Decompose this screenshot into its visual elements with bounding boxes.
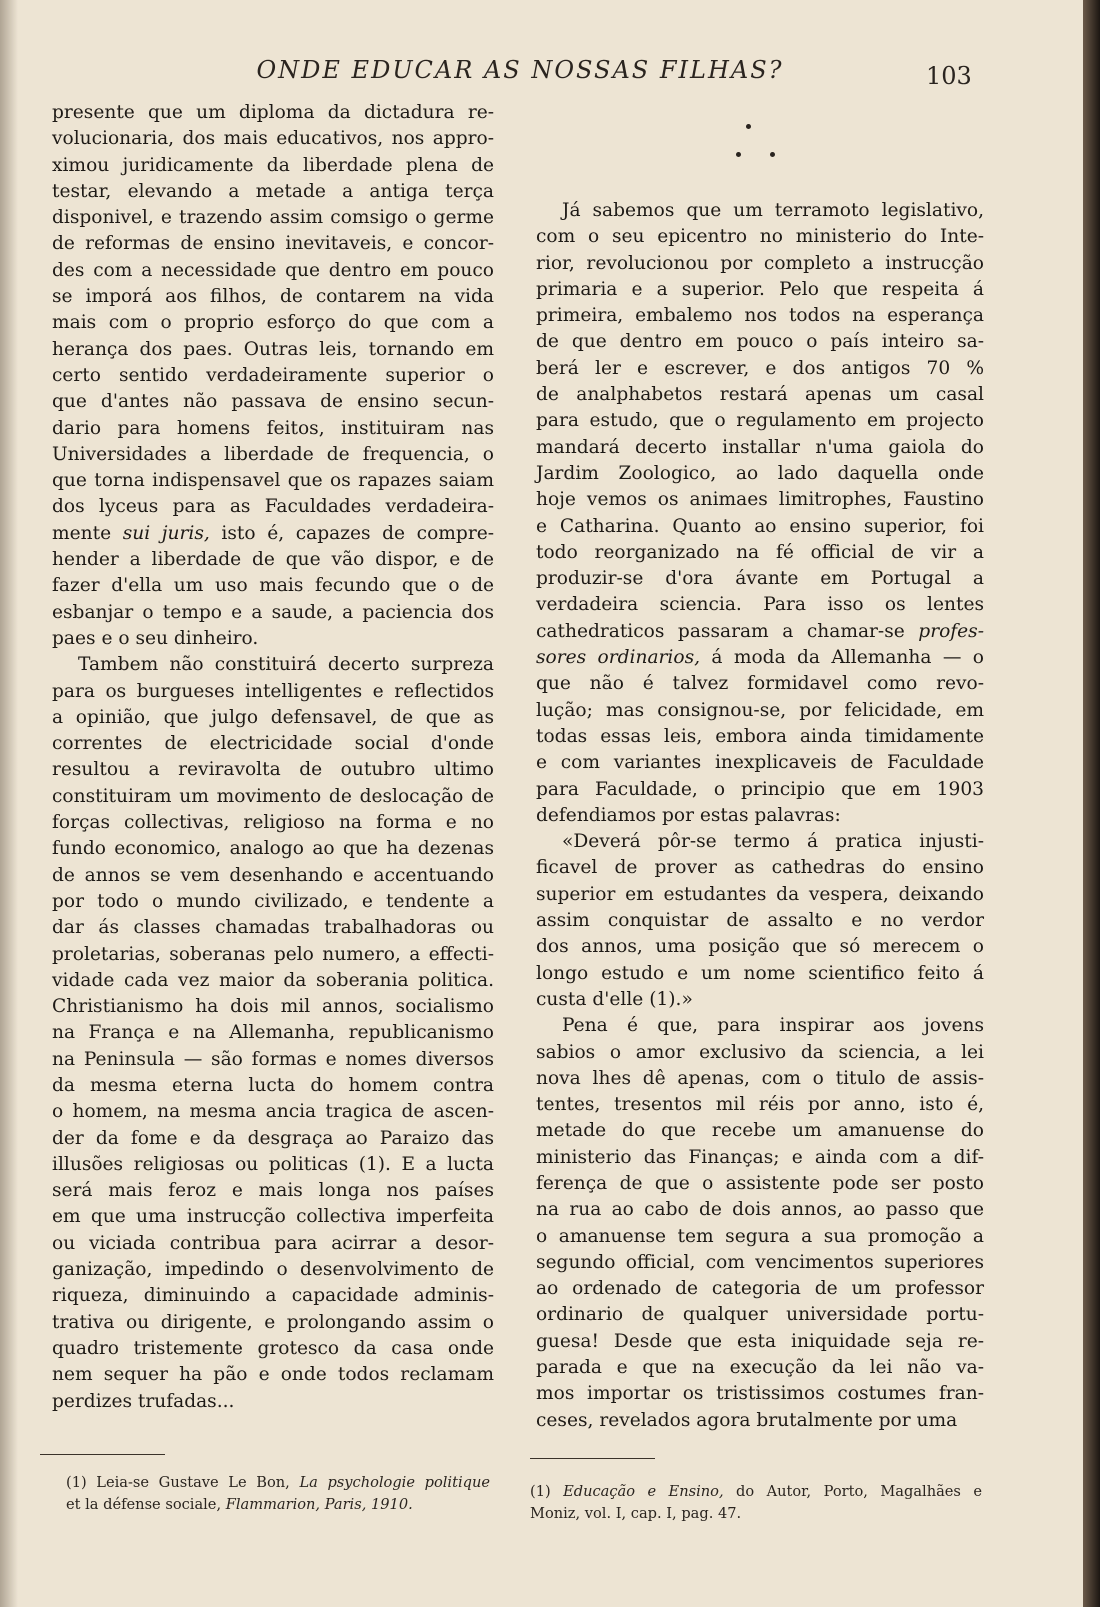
italic-text: sui juris, (122, 522, 210, 544)
text-run: será mais feroz e mais longa nos países (52, 1180, 494, 1202)
text-run: presente que um diploma da dictadura re- (52, 102, 494, 123)
text-line (52, 915, 494, 941)
text-line (536, 1197, 984, 1223)
text-run: do Autor, Porto, Magalhães e (723, 1483, 982, 1500)
text-line (52, 968, 494, 994)
text-run: mos importar os tristissimos costumes fran- (536, 1383, 984, 1405)
text-run: dos annos, uma posição que só merecem o (536, 936, 984, 958)
text-line (536, 1250, 984, 1276)
text-run: resultou a reviravolta de outubro ultimo (52, 759, 494, 781)
text-line (536, 1040, 984, 1066)
text-line (52, 126, 494, 152)
text-line (536, 356, 984, 382)
text-line (52, 942, 494, 968)
text-run: da mesma eterna lucta do homem contra (52, 1074, 494, 1096)
text-run: primeira, embalemo nos todos na esperança (536, 305, 984, 327)
asterism-star (736, 152, 741, 157)
text-run: proletarias, soberanas pelo numero, a effecti- (52, 943, 494, 965)
text-run: todas essas leis, embora ainda timidamente (536, 725, 984, 747)
text-run: sabios o amor exclusivo da sciencia, a lei (536, 1041, 984, 1063)
running-title: ONDE EDUCAR AS NOSSAS FILHAS? (256, 56, 784, 84)
text-line (536, 777, 984, 803)
text-run: hoje vemos os animaes limitrophes, Faustino (536, 489, 984, 511)
text-run: Pena é que, para inspirar aos jovens (562, 1015, 984, 1037)
text-line (52, 757, 494, 783)
paragraph (536, 198, 984, 829)
text-line (52, 836, 494, 862)
paragraph (536, 1013, 984, 1434)
text-run: trativa ou dirigente, e prolongando assim o (52, 1311, 494, 1333)
footnote-left (66, 1472, 490, 1516)
text-run: segundo official, com vencimentos superiores (536, 1251, 984, 1273)
text-run: tentes, tresentos mil réis por anno, isto é, (536, 1094, 984, 1116)
text-run: na Peninsula — são formas e nomes diversos (52, 1048, 494, 1070)
text-run: longo estudo e um nome scientifico feito á (536, 962, 984, 984)
text-run: na França e na Allemanha, republicanismo (52, 1022, 494, 1044)
text-line (52, 994, 494, 1020)
text-run: vidade cada vez maior da soberania politica. (52, 969, 494, 991)
text-run: custa d'elle (1).» (536, 988, 693, 1010)
text-line (536, 1302, 984, 1328)
asterism-star (746, 124, 751, 129)
text-run: á moda da Allemanha — o (700, 647, 984, 669)
text-run: e Catharina. Quanto ao ensino superior, foi (536, 515, 984, 537)
text-run: Tambem não constituirá decerto surpreza (78, 654, 494, 676)
text-run: paes e o seu dinheiro. (52, 627, 259, 649)
text-run: constituiram um movimento de deslocação de (52, 785, 494, 807)
text-line (52, 521, 494, 547)
text-line (536, 1066, 984, 1092)
text-line (536, 698, 984, 724)
text-run: de que dentro em pouco o país inteiro sa- (536, 331, 984, 353)
text-run: assim conquistar de assalto e no verdor (536, 910, 984, 932)
text-run: nem sequer ha pão e onde todos reclamam (52, 1364, 494, 1386)
text-line (52, 731, 494, 757)
text-line (536, 487, 984, 513)
text-run: correntes de electricidade social d'onde (52, 733, 494, 755)
text-line (52, 337, 494, 363)
text-line (536, 882, 984, 908)
text-run: cathedraticos passaram a chamar-se (536, 620, 919, 642)
text-run: fundo economico, analogo ao que ha dezenas (52, 838, 494, 860)
italic-text: sores ordinarios, (536, 647, 701, 669)
text-line (536, 724, 984, 750)
text-line (52, 284, 494, 310)
footnote-line (66, 1494, 490, 1516)
text-line (536, 1171, 984, 1197)
text-line (536, 566, 984, 592)
text-run: metade do que recebe um amanuense do (536, 1120, 984, 1142)
text-run: de reformas de ensino inevitaveis, e concor- (52, 233, 494, 255)
text-line (52, 863, 494, 889)
text-run: riqueza, diminuindo a capacidade adminis- (52, 1285, 494, 1307)
italic-text: Educação e Ensino, (563, 1483, 724, 1500)
text-line (536, 382, 984, 408)
text-line (52, 442, 494, 468)
text-run: Christianismo ha dois mil annos, socialismo (52, 996, 494, 1018)
text-line (536, 908, 984, 934)
text-line (52, 679, 494, 705)
text-line (52, 153, 494, 179)
text-run: ou viciada contribua para acirrar a desor- (52, 1232, 494, 1254)
text-line (52, 1126, 494, 1152)
text-run: se imporá aos filhos, de contarem na vida (52, 286, 494, 308)
text-run: o homem, na mesma ancia tragica de ascen- (52, 1101, 494, 1123)
text-run: de analphabetos restará apenas um casal (536, 384, 984, 406)
text-line (536, 592, 984, 618)
text-line (52, 1047, 494, 1073)
text-run: dar ás classes chamadas trabalhadoras ou (52, 917, 494, 939)
text-line (52, 231, 494, 257)
text-line (536, 277, 984, 303)
text-run: para Faculdade, o principio que em 1903 (536, 778, 984, 800)
text-run: Jardim Zoologico, ao lado daquella onde (536, 462, 984, 484)
text-run: que não é talvez formidavel como revo- (536, 673, 984, 695)
text-line (536, 803, 984, 829)
text-line (536, 461, 984, 487)
text-line (536, 303, 984, 329)
text-run: ceses, revelados agora brutalmente por uma (536, 1409, 958, 1431)
paragraph (52, 100, 494, 652)
text-run: lução; mas consignou-se, por felicidade, em (536, 699, 984, 721)
italic-text: profes- (918, 620, 984, 642)
text-line (52, 494, 494, 520)
text-run: o amanuense tem segura a sua promoção a (536, 1225, 984, 1247)
text-line (52, 626, 494, 652)
text-run: verdadeira sciencia. Para isso os lentes (536, 594, 984, 616)
text-line (536, 1381, 984, 1407)
asterism-star (770, 152, 775, 157)
left-text-column (52, 100, 494, 1415)
text-line (52, 416, 494, 442)
text-line (52, 1099, 494, 1125)
text-line (536, 408, 984, 434)
text-run: hender a liberdade de que vão dispor, e de (52, 549, 494, 571)
text-line (52, 547, 494, 573)
text-run: com o seu epicentro no ministerio do Inte- (536, 226, 984, 248)
footnote-rule-right (530, 1458, 655, 1459)
text-run: e com variantes inexplicaveis de Faculdade (536, 752, 984, 774)
text-line (52, 600, 494, 626)
text-run: ferença de que o assistente pode ser posto (536, 1172, 984, 1194)
paragraph (52, 652, 494, 1415)
text-run: dario para homens feitos, instituiram nas (52, 417, 494, 439)
text-run: (1) (530, 1483, 564, 1500)
text-line (52, 100, 494, 126)
text-line (536, 540, 984, 566)
text-run: mais com o proprio esforço do que com a (52, 312, 494, 334)
text-run: (1) Leia-se Gustave Le Bon, (66, 1474, 300, 1491)
text-run: volucionaria, dos mais educativos, nos appro- (52, 128, 494, 150)
text-line (52, 1152, 494, 1178)
footnote-line (530, 1503, 982, 1525)
text-line (52, 1073, 494, 1099)
text-line (52, 784, 494, 810)
text-run: defendiamos por estas palavras: (536, 804, 841, 826)
text-line (52, 705, 494, 731)
text-line (52, 573, 494, 599)
text-run: disponivel, e trazendo assim comsigo o germe (52, 207, 494, 229)
text-line (536, 671, 984, 697)
text-run: produzir-se d'ora ávante em Portugal a (536, 568, 984, 590)
text-run: ao ordenado de categoria de um professor (536, 1278, 984, 1300)
text-run: des com a necessidade que dentro em pouco (52, 259, 494, 281)
text-run: certo sentido verdadeiramente superior o (52, 364, 494, 386)
text-run: esbanjar o tempo e a saude, a paciencia dos (52, 601, 494, 623)
text-line (536, 1145, 984, 1171)
italic-text: Flammarion, Paris, 1910. (221, 1496, 413, 1513)
text-run: ximou juridicamente da liberdade plena de (52, 154, 494, 176)
text-run: isto é, capazes de compre- (209, 522, 494, 544)
text-run: illusões religiosas ou politicas (1). E a lucta (52, 1153, 494, 1175)
text-line (52, 652, 494, 678)
text-line (52, 468, 494, 494)
italic-text: La psychologie politique (299, 1474, 490, 1491)
text-line (52, 810, 494, 836)
text-run: fazer d'ella um uso mais fecundo que o de (52, 575, 494, 597)
text-run: que torna indispensavel que os rapazes saiam (52, 470, 494, 492)
text-run: forças collectivas, religioso na forma e no (52, 812, 494, 834)
text-line (536, 1355, 984, 1381)
text-line (536, 1118, 984, 1144)
text-run: ministerio das Finanças; e ainda com a dif- (536, 1146, 984, 1168)
text-run: Universidades a liberdade de frequencia, o (52, 443, 494, 465)
text-run: herança dos paes. Outras leis, tornando em (52, 338, 494, 360)
text-line (536, 750, 984, 776)
footnote-line (530, 1481, 982, 1503)
text-line (536, 961, 984, 987)
text-line (52, 1231, 494, 1257)
text-run: na rua ao cabo de dois annos, ao passo que (536, 1199, 984, 1221)
text-line (52, 179, 494, 205)
text-line (536, 1408, 984, 1434)
text-line (536, 514, 984, 540)
text-line (52, 363, 494, 389)
text-line (536, 1276, 984, 1302)
text-run: ordinario de qualquer universidade portu- (536, 1304, 984, 1326)
text-run: ganização, impedindo o desenvolvimento de (52, 1259, 494, 1281)
text-line (536, 198, 984, 224)
text-line (536, 987, 984, 1013)
text-run: todo reorganizado na fé official de vir a (536, 541, 984, 563)
footnote-right (530, 1481, 982, 1525)
text-line (52, 1336, 494, 1362)
text-run: testar, elevando a metade a antiga terça (52, 180, 494, 202)
page-edge (1083, 0, 1100, 1607)
text-run: que d'antes não passava de ensino secun- (52, 391, 494, 413)
text-line (536, 619, 984, 645)
text-run: guesa! Desde que esta iniquidade seja re- (536, 1330, 984, 1352)
text-line (52, 1178, 494, 1204)
text-line (52, 1204, 494, 1230)
text-run: parada e que na execução da lei não va- (536, 1357, 984, 1379)
text-line (52, 1283, 494, 1309)
page-number: 103 (926, 62, 972, 90)
section-break-asterism (740, 118, 820, 162)
text-line (536, 934, 984, 960)
text-line (536, 855, 984, 881)
text-run: mandará decerto installar n'uma gaiola do (536, 436, 984, 458)
text-run: para estudo, que o regulamento em projecto (536, 410, 984, 432)
text-run: Moniz, vol. I, cap. I, pag. 47. (530, 1505, 742, 1522)
text-line (536, 829, 984, 855)
text-run: quadro tristemente grotesco da casa onde (52, 1337, 494, 1359)
text-run: dos lyceus para as Faculdades verdadeira- (52, 496, 494, 518)
text-run: para os burgueses intelligentes e reflectidos (52, 680, 494, 702)
footnote-line (66, 1472, 490, 1494)
text-line (52, 1257, 494, 1283)
text-line (536, 435, 984, 461)
text-line (536, 1224, 984, 1250)
text-run: perdizes trufadas... (52, 1390, 235, 1412)
text-run: primaria e a superior. Pelo que respeita á (536, 278, 984, 300)
text-run: a opinião, que julgo defensavel, de que as (52, 706, 494, 728)
text-run: em que uma instrucção collectiva imperfeita (52, 1206, 494, 1228)
text-line (52, 389, 494, 415)
text-line (536, 224, 984, 250)
text-run: nova lhes dê apenas, com o titulo de assis- (536, 1067, 984, 1089)
text-line (536, 251, 984, 277)
text-run: por todo o mundo civilizado, e tendente a (52, 890, 494, 912)
text-line (52, 1020, 494, 1046)
text-run: et la défense sociale, (66, 1496, 222, 1513)
text-run: de annos se vem desenhando e accentuando (52, 864, 494, 886)
text-run: Já sabemos que um terramoto legislativo, (562, 200, 984, 221)
text-run: superior em estudantes da vespera, deixando (536, 883, 984, 905)
text-line (52, 1310, 494, 1336)
right-text-column (536, 198, 984, 1434)
text-run: «Deverá pôr-se termo á pratica injusti- (562, 831, 984, 853)
text-line (52, 310, 494, 336)
text-line (536, 1092, 984, 1118)
paragraph (536, 829, 984, 1013)
text-line (536, 1013, 984, 1039)
text-run: der da fome e da desgraça ao Paraizo das (52, 1127, 494, 1149)
text-line (536, 329, 984, 355)
text-run: mente (52, 522, 123, 544)
text-run: berá ler e escrever, e dos antigos 70 % (536, 357, 984, 379)
text-run: ficavel de prover as cathedras do ensino (536, 857, 984, 879)
text-run: rior, revolucionou por completo a instrucção (536, 252, 984, 274)
text-line (52, 889, 494, 915)
text-line (52, 1362, 494, 1388)
footnote-rule-left (40, 1454, 165, 1455)
text-line (536, 1329, 984, 1355)
text-line (536, 645, 984, 671)
text-line (52, 258, 494, 284)
text-line (52, 1389, 494, 1415)
text-line (52, 205, 494, 231)
